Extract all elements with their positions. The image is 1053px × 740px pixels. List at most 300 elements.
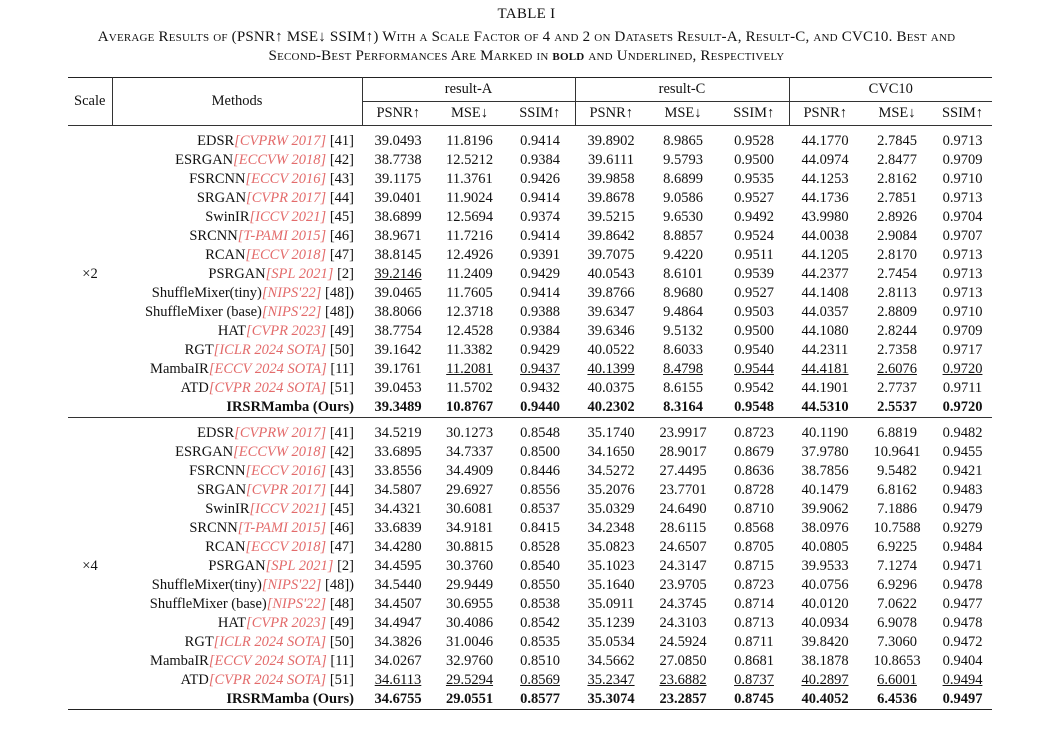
- metric-value: 35.2076: [587, 482, 635, 498]
- method-cell: [112, 652, 362, 671]
- metric-value: 7.0622: [877, 596, 917, 612]
- table-row: [68, 424, 992, 443]
- method-name: IRSRMamba (Ours): [226, 399, 354, 415]
- metric-value: 34.4595: [374, 558, 422, 574]
- venue-tag: [CVPR 2024 SOTA]: [208, 380, 327, 396]
- method-cell: [112, 170, 362, 189]
- reference: [41]: [329, 425, 354, 441]
- method-cell: [112, 576, 362, 595]
- metric-value: 40.2302: [587, 399, 635, 415]
- metric-value: 40.1190: [801, 425, 849, 441]
- metric-value: 2.8809: [877, 304, 917, 320]
- venue-tag: [ECCV 2024 SOTA]: [208, 361, 327, 377]
- metric-value: 8.8857: [663, 228, 703, 244]
- reference: [48]): [325, 285, 354, 301]
- metric-value: 44.1736: [801, 190, 849, 206]
- metric-value: 0.9544: [734, 361, 774, 377]
- table-row: [68, 462, 992, 481]
- metric-value: 0.9711: [942, 380, 983, 396]
- metric-value: 0.8723: [734, 577, 774, 593]
- method-cell: [112, 671, 362, 690]
- metric-value: 12.4926: [445, 247, 494, 263]
- metric-value: 38.9671: [374, 228, 422, 244]
- metric-value: 9.4220: [663, 247, 703, 263]
- metric-value: 39.9533: [801, 558, 849, 574]
- metric-value: 0.8713: [734, 615, 774, 631]
- reference: [51]: [329, 672, 354, 688]
- metric-value: 0.8577: [520, 691, 560, 707]
- reference: [11]: [330, 653, 354, 669]
- reference: [2]: [337, 266, 354, 282]
- metric-value: 0.8728: [734, 482, 774, 498]
- table-row: [68, 538, 992, 557]
- metric-value: 39.8678: [587, 190, 635, 206]
- metric-value: 0.9717: [942, 342, 983, 358]
- metric-value: 11.3761: [446, 171, 493, 187]
- method-cell: [112, 132, 362, 151]
- metric-value: 11.7216: [446, 228, 493, 244]
- metric-value: 32.9760: [445, 653, 494, 669]
- method-name: IRSRMamba (Ours): [226, 691, 354, 707]
- method-name: ATD: [180, 380, 209, 396]
- method-cell: [112, 360, 362, 379]
- metric-value: 0.9414: [520, 190, 560, 206]
- metric-value: 8.6899: [663, 171, 703, 187]
- metric-value: 39.6111: [587, 152, 635, 168]
- metric-value: 2.8477: [877, 152, 917, 168]
- metric-value: 0.8711: [734, 634, 774, 650]
- method-name: ShuffleMixer (base): [149, 596, 267, 612]
- metric-value: 34.5662: [587, 653, 635, 669]
- method-cell: [112, 614, 362, 633]
- method-cell: [112, 246, 362, 265]
- venue-tag: [CVPRW 2017]: [234, 133, 327, 149]
- metric-value: 40.0120: [801, 596, 849, 612]
- table-number: TABLE I: [497, 6, 556, 22]
- method-cell: [112, 208, 362, 227]
- reference: [47]: [329, 247, 354, 263]
- metric-value: 0.8681: [734, 653, 774, 669]
- header-dataset-cvc10: CVC10: [789, 78, 992, 102]
- metric-value: 40.0375: [587, 380, 635, 396]
- table-row: [68, 170, 992, 189]
- table-row: [68, 284, 992, 303]
- method-name: HAT: [217, 323, 247, 339]
- metric-value: 34.5272: [587, 463, 635, 479]
- metric-value: 0.8715: [734, 558, 774, 574]
- method-name: RCAN: [205, 539, 246, 555]
- metric-value: 12.4528: [445, 323, 494, 339]
- metric-value: 40.4052: [801, 691, 849, 707]
- metric-value: 0.8568: [734, 520, 774, 536]
- metric-value: 6.8162: [877, 482, 917, 498]
- table-row: [68, 303, 992, 322]
- metric-value: 34.4909: [445, 463, 494, 479]
- header-scale: Scale: [74, 93, 106, 109]
- metric-value: 0.9279: [942, 520, 983, 536]
- metric-value: 0.9709: [942, 323, 983, 339]
- metric-value: 0.9710: [942, 171, 983, 187]
- metric-value: 39.8902: [587, 133, 635, 149]
- metric-value: 0.9720: [942, 361, 983, 377]
- metric-value: 0.8714: [734, 596, 774, 612]
- metric-value: 31.0046: [445, 634, 494, 650]
- metric-value: 40.2897: [801, 672, 849, 688]
- metric-value: 6.8819: [877, 425, 917, 441]
- metric-value: 30.1273: [445, 425, 494, 441]
- metric-value: 34.4280: [374, 539, 422, 555]
- metric-value: 0.8636: [734, 463, 774, 479]
- metric-value: 44.0038: [801, 228, 849, 244]
- metric-value: 0.9527: [734, 285, 774, 301]
- metric-value: 6.9296: [877, 577, 917, 593]
- method-name: FSRCNN: [189, 171, 246, 187]
- metric-value: 30.8815: [445, 539, 494, 555]
- venue-tag: [ECCVW 2018]: [233, 444, 327, 460]
- results-body: [68, 126, 992, 710]
- metric-value: 34.5440: [374, 577, 422, 593]
- table-row: [68, 132, 992, 151]
- metric-value: 38.8066: [374, 304, 422, 320]
- venue-tag: [CVPR 2017]: [246, 190, 327, 206]
- metric-value: 0.9503: [734, 304, 774, 320]
- method-name: SRGAN: [196, 482, 247, 498]
- scale-label: ×2: [82, 266, 98, 282]
- venue-tag: [CVPR 2017]: [246, 482, 327, 498]
- table-row: [68, 398, 992, 418]
- method-name: SwinIR: [205, 209, 250, 225]
- metric-value: 40.1399: [587, 361, 635, 377]
- venue-tag: [NIPS'22]: [261, 577, 322, 593]
- metric-value: 29.9449: [445, 577, 494, 593]
- venue-tag: [SPL 2021]: [265, 558, 334, 574]
- metric-value: 0.9713: [942, 285, 983, 301]
- method-cell: [112, 189, 362, 208]
- metric-value: 38.7856: [801, 463, 849, 479]
- method-cell: [112, 443, 362, 462]
- reference: [45]: [329, 501, 354, 517]
- reference: [50]: [329, 634, 354, 650]
- method-name: SRGAN: [196, 190, 247, 206]
- metric-value: 0.9477: [942, 596, 983, 612]
- method-name: ATD: [180, 672, 209, 688]
- method-cell: [112, 379, 362, 398]
- metric-value: 35.1640: [587, 577, 635, 593]
- method-name: HAT: [217, 615, 247, 631]
- metric-value: 0.9720: [942, 399, 983, 415]
- metric-value: 11.9024: [446, 190, 493, 206]
- metric-value: 39.1642: [374, 342, 422, 358]
- metric-value: 39.3489: [374, 399, 422, 415]
- method-name: SRCNN: [189, 228, 238, 244]
- metric-value: 24.3147: [659, 558, 707, 574]
- reference: [42]: [329, 152, 354, 168]
- metric-value: 0.9391: [520, 247, 560, 263]
- metric-value: 24.6507: [659, 539, 707, 555]
- metric-value: 23.2857: [659, 691, 707, 707]
- metric-value: 34.4947: [374, 615, 422, 631]
- table-row: [68, 500, 992, 519]
- metric-value: 10.8653: [873, 653, 921, 669]
- metric-value: 38.7738: [374, 152, 422, 168]
- metric-value: 0.9713: [942, 247, 983, 263]
- metric-value: 0.8556: [520, 482, 560, 498]
- metric-value: 8.3164: [663, 399, 703, 415]
- method-name: ShuffleMixer(tiny): [151, 285, 262, 301]
- metric-value: 29.5294: [445, 672, 494, 688]
- metric-value: 0.9524: [734, 228, 774, 244]
- method-name: PSRGAN: [208, 558, 266, 574]
- metric-value: 0.9478: [942, 615, 983, 631]
- venue-tag: [NIPS'22]: [261, 304, 322, 320]
- metric-value: 23.9705: [659, 577, 707, 593]
- metric-value: 39.9858: [587, 171, 635, 187]
- metric-value: 2.7737: [877, 380, 917, 396]
- metric-value: 37.9780: [801, 444, 849, 460]
- method-name: RGT: [184, 634, 214, 650]
- method-name: ESRGAN: [175, 444, 234, 460]
- table-row: [68, 322, 992, 341]
- metric-value: 39.7075: [587, 247, 635, 263]
- method-cell: [112, 322, 362, 341]
- metric-value: 0.9483: [942, 482, 983, 498]
- metric-value: 0.9713: [942, 190, 983, 206]
- reference: [42]: [329, 444, 354, 460]
- reference: [2]: [337, 558, 354, 574]
- table-row: [68, 652, 992, 671]
- metric-value: 40.1479: [801, 482, 849, 498]
- metric-value: 0.8500: [520, 444, 560, 460]
- method-name: MambaIR: [150, 361, 209, 377]
- metric-value: 39.0493: [374, 133, 422, 149]
- metric-value: 38.1878: [801, 653, 849, 669]
- metric-value: 0.9414: [520, 285, 560, 301]
- metric-value: 9.5132: [663, 323, 703, 339]
- venue-tag: [CVPRW 2017]: [234, 425, 327, 441]
- metric-value: 34.5807: [374, 482, 422, 498]
- metric-value: 9.5793: [663, 152, 703, 168]
- method-cell: [112, 227, 362, 246]
- metric-value: 29.0551: [445, 691, 494, 707]
- metric-value: 0.9429: [520, 342, 560, 358]
- metric-value: 0.9497: [942, 691, 983, 707]
- table-row: [68, 360, 992, 379]
- metric-value: 10.8767: [445, 399, 494, 415]
- metric-value: 43.9980: [801, 209, 849, 225]
- metric-value: 7.1274: [877, 558, 917, 574]
- reference: [47]: [329, 539, 354, 555]
- metric-value: 30.6081: [445, 501, 494, 517]
- metric-value: 44.4181: [801, 361, 849, 377]
- metric-value: 0.9432: [520, 380, 560, 396]
- metric-value: 8.9680: [663, 285, 703, 301]
- metric-value: 38.7754: [374, 323, 422, 339]
- metric-value: 40.0934: [801, 615, 849, 631]
- table-row: [68, 633, 992, 652]
- metric-value: 34.9181: [445, 520, 494, 536]
- table-row: [68, 208, 992, 227]
- metric-value: 0.9455: [942, 444, 983, 460]
- metric-value: 0.9478: [942, 577, 983, 593]
- metric-value: 30.4086: [445, 615, 494, 631]
- metric-value: 0.8679: [734, 444, 774, 460]
- metric-value: 0.9713: [942, 266, 983, 282]
- venue-tag: [ICCV 2021]: [249, 209, 327, 225]
- table-row: [68, 576, 992, 595]
- metric-value: 11.5702: [446, 380, 493, 396]
- metric-value: 0.9384: [520, 323, 560, 339]
- metric-value: 11.2081: [446, 361, 493, 377]
- metric-value: 38.8145: [374, 247, 422, 263]
- header-dataset-result-a: result-A: [362, 78, 575, 102]
- metric-value: 9.0586: [663, 190, 703, 206]
- metric-value: 0.8535: [520, 634, 560, 650]
- metric-value: 34.6755: [374, 691, 422, 707]
- metric-value: 0.9494: [942, 672, 983, 688]
- metric-value: 44.0974: [801, 152, 849, 168]
- metric-value: 30.6955: [445, 596, 494, 612]
- header-metric: SSIM↑: [519, 105, 561, 121]
- metric-value: 0.8446: [520, 463, 560, 479]
- metric-value: 35.1740: [587, 425, 635, 441]
- metric-value: 7.3060: [877, 634, 917, 650]
- metric-value: 0.8723: [734, 425, 774, 441]
- metric-value: 0.9542: [734, 380, 774, 396]
- metric-value: 9.5482: [877, 463, 917, 479]
- method-cell: [112, 500, 362, 519]
- metric-value: 34.6113: [374, 672, 422, 688]
- method-name: EDSR: [197, 425, 235, 441]
- metric-value: 35.1023: [587, 558, 635, 574]
- metric-value: 6.6001: [877, 672, 917, 688]
- metric-value: 9.4864: [663, 304, 703, 320]
- metric-value: 2.5537: [877, 399, 917, 415]
- metric-value: 0.8537: [520, 501, 560, 517]
- metric-value: 44.1770: [801, 133, 849, 149]
- metric-value: 35.3074: [587, 691, 635, 707]
- metric-value: 23.7701: [659, 482, 707, 498]
- venue-tag: [ECCV 2024 SOTA]: [208, 653, 327, 669]
- method-name: PSRGAN: [208, 266, 266, 282]
- metric-value: 40.0756: [801, 577, 849, 593]
- metric-value: 34.2348: [587, 520, 635, 536]
- metric-value: 23.6882: [659, 672, 707, 688]
- metric-value: 0.9500: [734, 152, 774, 168]
- metric-value: 2.8170: [877, 247, 917, 263]
- metric-value: 0.8710: [734, 501, 774, 517]
- metric-value: 0.9709: [942, 152, 983, 168]
- venue-tag: [NIPS'22]: [261, 285, 322, 301]
- metric-value: 24.3745: [659, 596, 707, 612]
- venue-tag: [ECCV 2016]: [245, 171, 327, 187]
- caption-line-1: Average Results of (PSNR↑ MSE↓ SSIM↑) With a Scale Factor of 4 and 2 on Datasets Result-A, Result-C, and CVC10. Best and: [97, 29, 956, 45]
- method-name: EDSR: [197, 133, 235, 149]
- caption-bold-word: bold: [552, 48, 585, 64]
- reference: [46]: [329, 520, 354, 536]
- reference: [43]: [329, 171, 354, 187]
- metric-value: 0.8528: [520, 539, 560, 555]
- metric-value: 39.1761: [374, 361, 422, 377]
- metric-value: 34.1650: [587, 444, 635, 460]
- metric-value: 2.7358: [877, 342, 917, 358]
- metric-value: 35.2347: [587, 672, 635, 688]
- metric-value: 0.9527: [734, 190, 774, 206]
- metric-value: 24.6490: [659, 501, 707, 517]
- metric-value: 0.8540: [520, 558, 560, 574]
- metric-value: 34.3826: [374, 634, 422, 650]
- venue-tag: [SPL 2021]: [265, 266, 334, 282]
- metric-value: 0.9414: [520, 133, 560, 149]
- reference: [41]: [329, 133, 354, 149]
- reference: [44]: [329, 482, 354, 498]
- metric-value: 35.0823: [587, 539, 635, 555]
- metric-value: 0.9535: [734, 171, 774, 187]
- metric-value: 0.9511: [734, 247, 774, 263]
- metric-value: 39.8642: [587, 228, 635, 244]
- metric-value: 11.2409: [446, 266, 493, 282]
- metric-value: 44.1408: [801, 285, 849, 301]
- method-cell: [112, 557, 362, 576]
- metric-value: 12.5212: [445, 152, 494, 168]
- metric-value: 34.7337: [445, 444, 494, 460]
- metric-value: 44.1253: [801, 171, 849, 187]
- table-row: [68, 519, 992, 538]
- metric-value: 33.6895: [374, 444, 422, 460]
- venue-tag: [ECCV 2018]: [245, 539, 327, 555]
- metric-value: 6.9078: [877, 615, 917, 631]
- metric-value: 35.0329: [587, 501, 635, 517]
- header-metric: SSIM↑: [941, 105, 984, 121]
- metric-value: 0.9707: [942, 228, 983, 244]
- metric-value: 44.1901: [801, 380, 849, 396]
- metric-value: 0.9404: [942, 653, 983, 669]
- metric-value: 0.9548: [734, 399, 774, 415]
- reference: [50]: [329, 342, 354, 358]
- metric-value: 0.8538: [520, 596, 560, 612]
- metric-value: 0.8550: [520, 577, 560, 593]
- metric-value: 0.9437: [520, 361, 560, 377]
- metric-value: 8.6155: [663, 380, 703, 396]
- reference: [44]: [329, 190, 354, 206]
- metric-value: 0.9429: [520, 266, 560, 282]
- metric-value: 38.6899: [374, 209, 422, 225]
- venue-tag: [ECCVW 2018]: [233, 152, 327, 168]
- metric-value: 34.5219: [374, 425, 422, 441]
- method-cell: [112, 151, 362, 170]
- metric-value: 8.6033: [663, 342, 703, 358]
- metric-value: 30.3760: [445, 558, 494, 574]
- reference: [49]: [329, 615, 354, 631]
- table-row: [68, 614, 992, 633]
- metric-value: 8.6101: [663, 266, 703, 282]
- header-metric: PSNR↑: [362, 102, 434, 126]
- reference: [49]: [329, 323, 354, 339]
- metric-value: 0.8548: [520, 425, 560, 441]
- metric-value: 39.5215: [587, 209, 635, 225]
- reference: [48]): [325, 304, 354, 320]
- venue-tag: [T-PAMI 2015]: [237, 520, 327, 536]
- table-row: [68, 481, 992, 500]
- table-row: [68, 341, 992, 360]
- method-name: SRCNN: [189, 520, 238, 536]
- venue-tag: [CVPR 2023]: [246, 323, 327, 339]
- metric-value: 11.8196: [446, 133, 493, 149]
- method-name: ESRGAN: [175, 152, 234, 168]
- reference: [51]: [329, 380, 354, 396]
- metric-value: 24.3103: [659, 615, 707, 631]
- header-metric: MSE↓: [878, 105, 916, 121]
- caption-line-2-pre: Second-Best Performances Are Marked in: [268, 48, 549, 64]
